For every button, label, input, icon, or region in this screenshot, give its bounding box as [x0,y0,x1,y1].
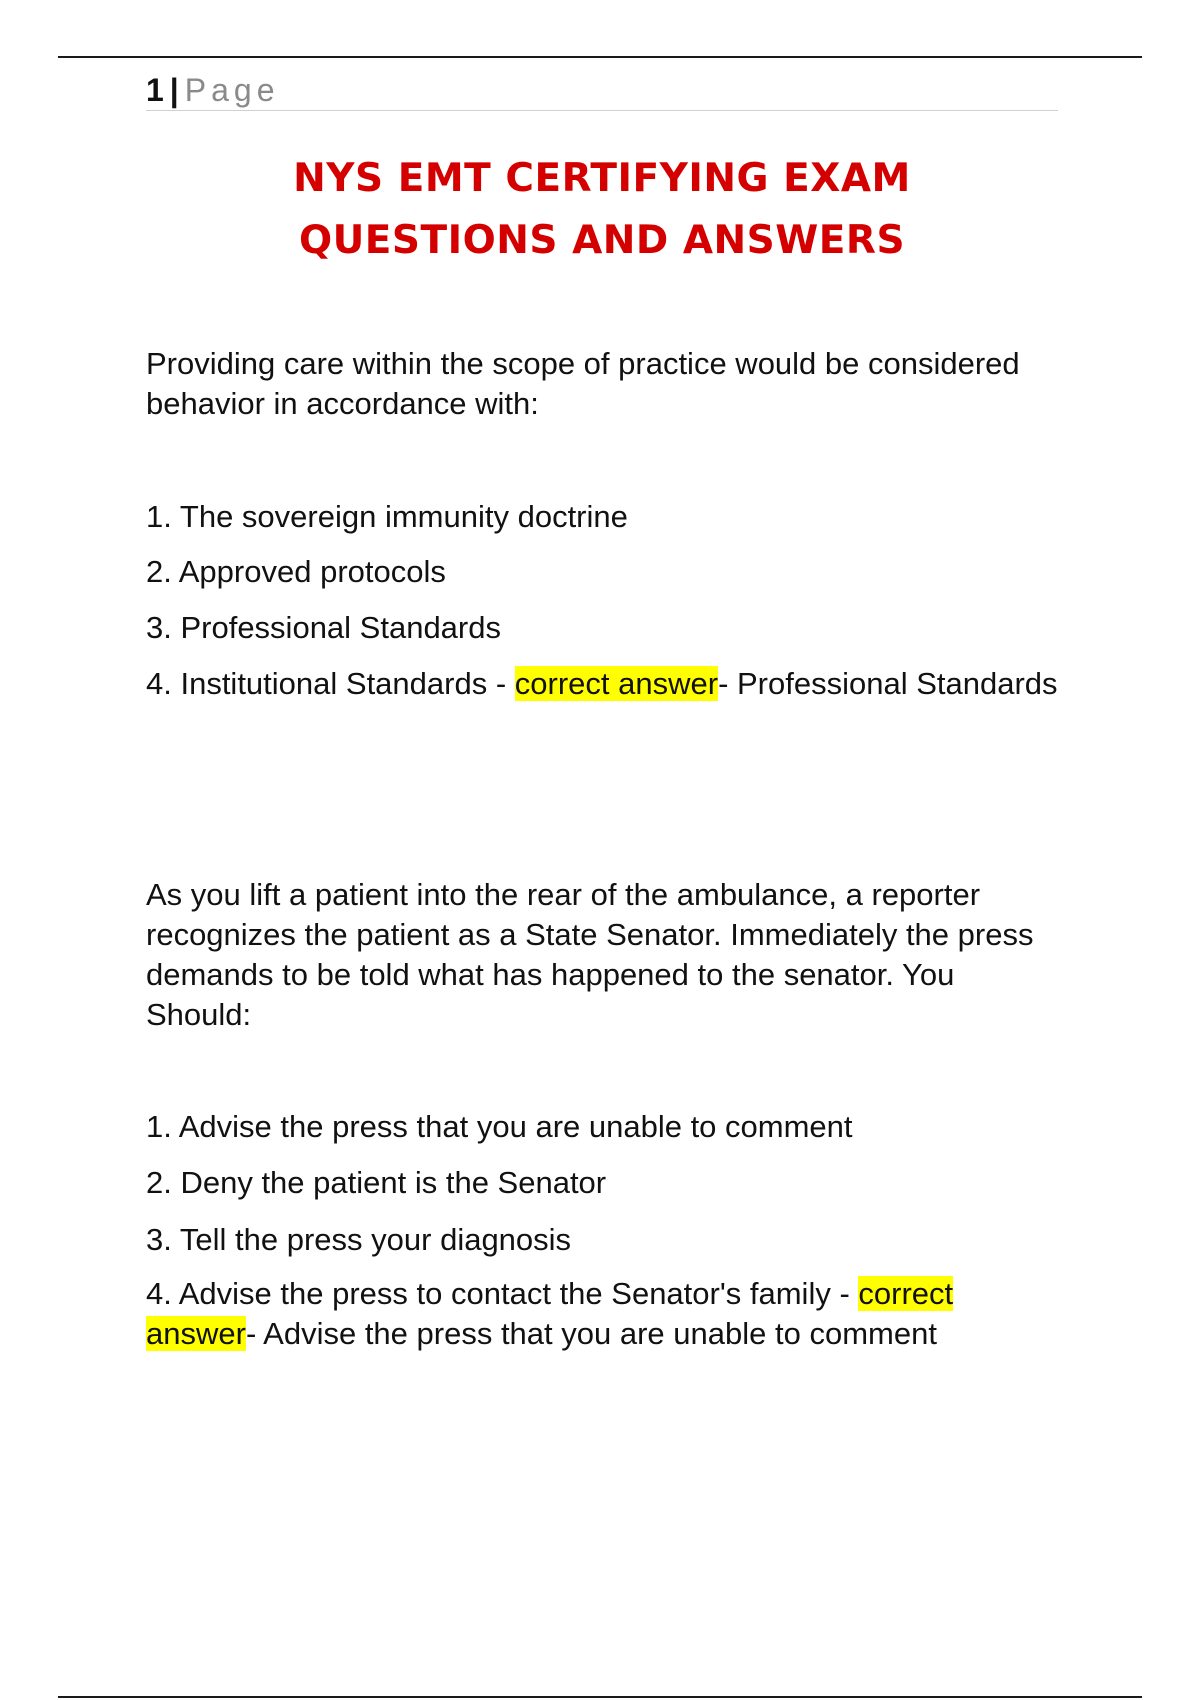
question-2-answer-marker: correct answer [146,1276,954,1351]
question-1-option-3: 3. Professional Standards [146,610,501,645]
question-2-option-2: 2. Deny the patient is the Senator [146,1165,607,1200]
question-2-text: As you lift a patient into the rear of the ambulance, a reporter recognizes the patient as a State Senator. Immediately the press demands to be told what has happened to the senator. You Should: [146,877,1034,1032]
page-header [146,70,1058,111]
question-1-option-4 [146,664,1066,704]
title-line-1: NYS EMT CERTIFYING EXAM [293,156,911,201]
page-label: Page [184,72,280,108]
page-separator: | [169,72,179,108]
bottom-rule [58,1696,1142,1698]
page-number: 1 [146,72,164,108]
question-1-text: Providing care within the scope of practice would be considered behavior in accordance with: [146,346,1020,421]
question-2-answer-text: - Advise the press that you are unable to comment [245,1316,937,1351]
title-line-2: QUESTIONS AND ANSWERS [298,218,906,263]
question-1-answer-marker: correct answer [514,666,719,701]
question-1-option-2: 2. Approved protocols [146,554,446,589]
top-rule [58,56,1142,58]
question-2-option-4-text: 4. Advise the press to contact the Senator's family - [146,1276,859,1311]
question-1-option-1: 1. The sovereign immunity doctrine [146,499,628,534]
question-2-option-4 [146,1274,1066,1354]
document-title [146,148,1058,272]
question-2-option-1: 1. Advise the press that you are unable to comment [146,1109,853,1144]
question-1-option-4-text: 4. Institutional Standards - [146,666,515,701]
question-2-option-3: 3. Tell the press your diagnosis [146,1222,572,1257]
question-1-answer-text: - Professional Standards [718,666,1058,701]
